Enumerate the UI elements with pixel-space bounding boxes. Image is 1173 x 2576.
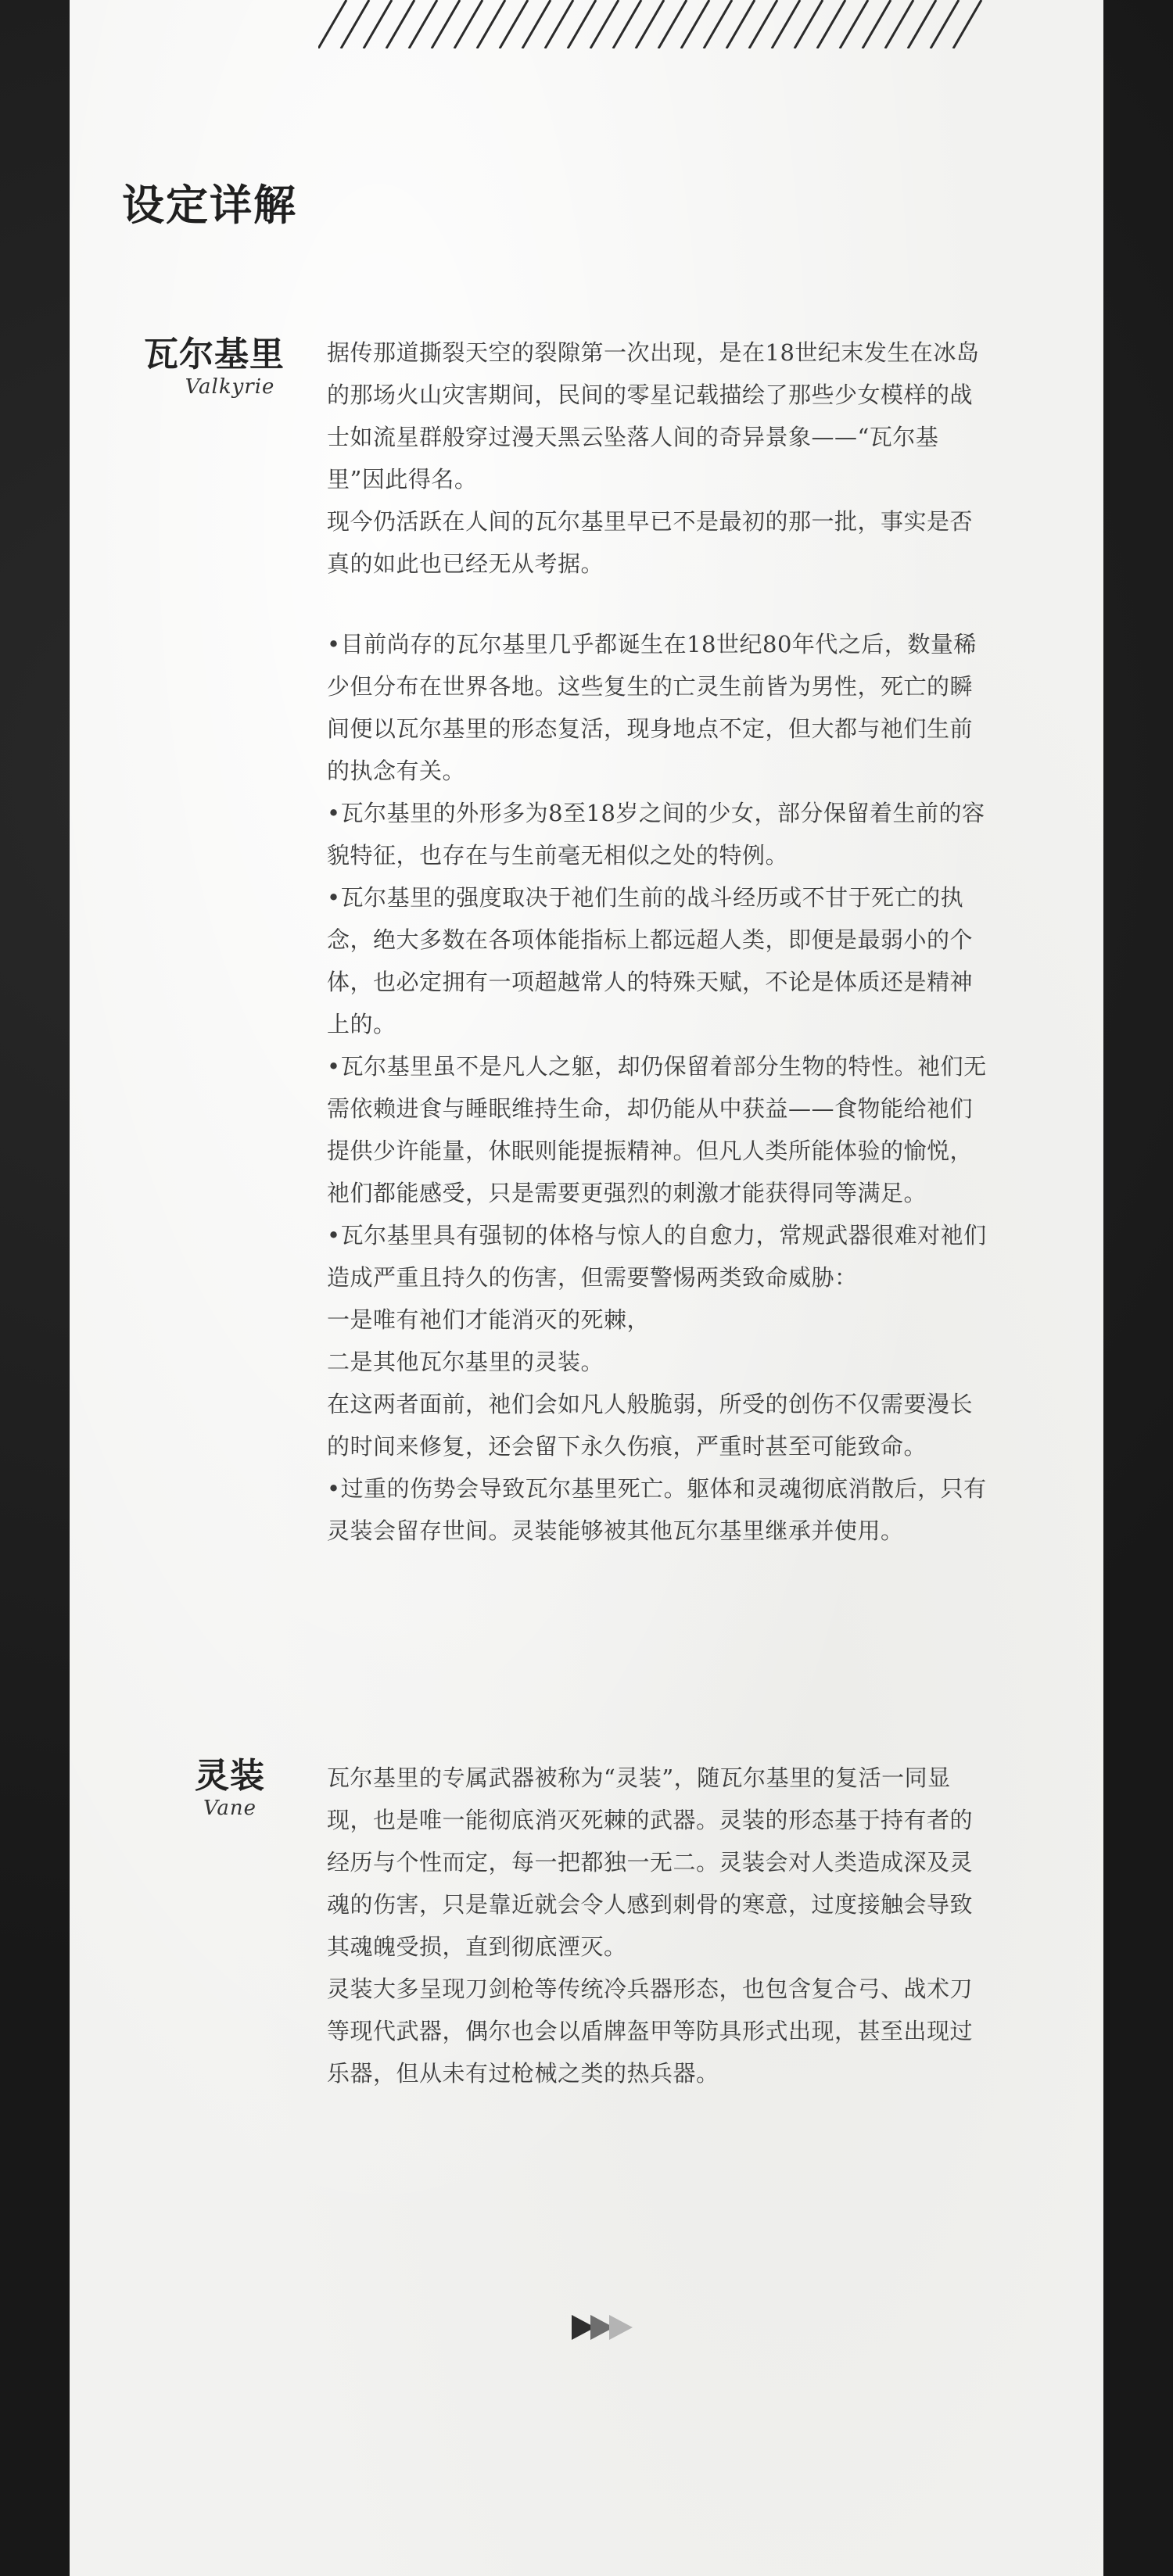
valkyrie-intro	[327, 331, 992, 585]
soul-gear-heading	[187, 1757, 273, 1820]
soul-gear-text	[327, 1757, 992, 2094]
paragraph: 现今仍活跃在人间的瓦尔基里早已不是最初的那一批，事实是否真的如此也已经无从考据。	[327, 508, 974, 577]
bullet-item: •瓦尔基里的外形多为8至18岁之间的少女，部分保留着生前的容貌特征，也存在与生前毫无相似之处的特例。	[327, 800, 985, 869]
paper-panel	[70, 0, 1103, 2576]
paragraph: 据传那道撕裂天空的裂隙第一次出现，是在18世纪末发生在冰岛的那场火山灾害期间，民间的零星记载描绘了那些少女模样的战士如流星群般穿过漫天黑云坠落人间的奇异景象——“瓦尔基里”因此得名。	[327, 339, 980, 493]
bullet-item: •过重的伤势会导致瓦尔基里死亡。躯体和灵魂彻底消散后，只有灵装会留存世间。灵装能够被其他瓦尔基里继承并使用。	[327, 1475, 987, 1544]
valkyrie-heading-en: Valkyrie	[185, 375, 275, 399]
valkyrie-heading-cn: 瓦尔基里	[144, 335, 285, 374]
paragraph: 灵装大多呈现刀剑枪等传统冷兵器形态，也包含复合弓、战术刀等现代武器，偶尔也会以盾牌盔甲等防具形式出现，甚至出现过乐器，但从未有过枪械之类的热兵器。	[327, 1976, 974, 2087]
bullet-item: •目前尚存的瓦尔基里几乎都诞生在18世纪80年代之后，数量稀少但分布在世界各地。这些复生的亡灵生前皆为男性，死亡的瞬间便以瓦尔基里的形态复活，现身地点不定，但大都与祂们生前的执念有关。	[327, 631, 977, 784]
bullet-item: 在这两者面前，祂们会如凡人般脆弱，所受的创伤不仅需要漫长的时间来修复，还会留下永久伤痕，严重时甚至可能致命。	[327, 1391, 974, 1460]
bullet-item: •瓦尔基里的强度取决于祂们生前的战斗经历或不甘于死亡的执念，绝大多数在各项体能指标上都远超人类，即便是最弱小的个体，也必定拥有一项超越常人的特殊天赋，不论是体质还是精神上的。	[327, 884, 974, 1037]
bullet-item: 二是其他瓦尔基里的灵装。	[327, 1349, 604, 1375]
diagonal-hatch-icon	[318, 0, 1022, 48]
bullet-item: 一是唯有祂们才能消灭的死棘，	[327, 1306, 651, 1333]
bullet-item: •瓦尔基里具有强韧的体格与惊人的自愈力，常规武器很难对祂们造成严重且持久的伤害，但需要警惕两类致命威胁：	[327, 1222, 987, 1291]
soul-gear-heading-cn: 灵装	[195, 1756, 265, 1796]
soul-gear-heading-en: Vane	[203, 1797, 257, 1821]
triple-arrow-right-icon[interactable]	[572, 2310, 650, 2345]
paragraph: 瓦尔基里的专属武器被称为“灵装”，随瓦尔基里的复活一同显现，也是唯一能彻底消灭死棘的武器。灵装的形态基于持有者的经历与个性而定，每一把都独一无二。灵装会对人类造成深及灵魂的伤害，只是靠近就会令人感到刺骨的寒意，过度接触会导致其魂魄受损，直到彻底湮灭。	[327, 1765, 974, 1960]
valkyrie-heading	[132, 336, 296, 399]
page-title: 设定详解	[122, 180, 297, 230]
valkyrie-bullets	[327, 623, 992, 1552]
bullet-item: •瓦尔基里虽不是凡人之躯，却仍保留着部分生物的特性。祂们无需依赖进食与睡眠维持生命，却仍能从中获益——食物能给祂们提供少许能量，休眠则能提振精神。但凡人类所能体验的愉悦，祂们都能感受，只是需要更强烈的刺激才能获得同等满足。	[327, 1053, 987, 1206]
